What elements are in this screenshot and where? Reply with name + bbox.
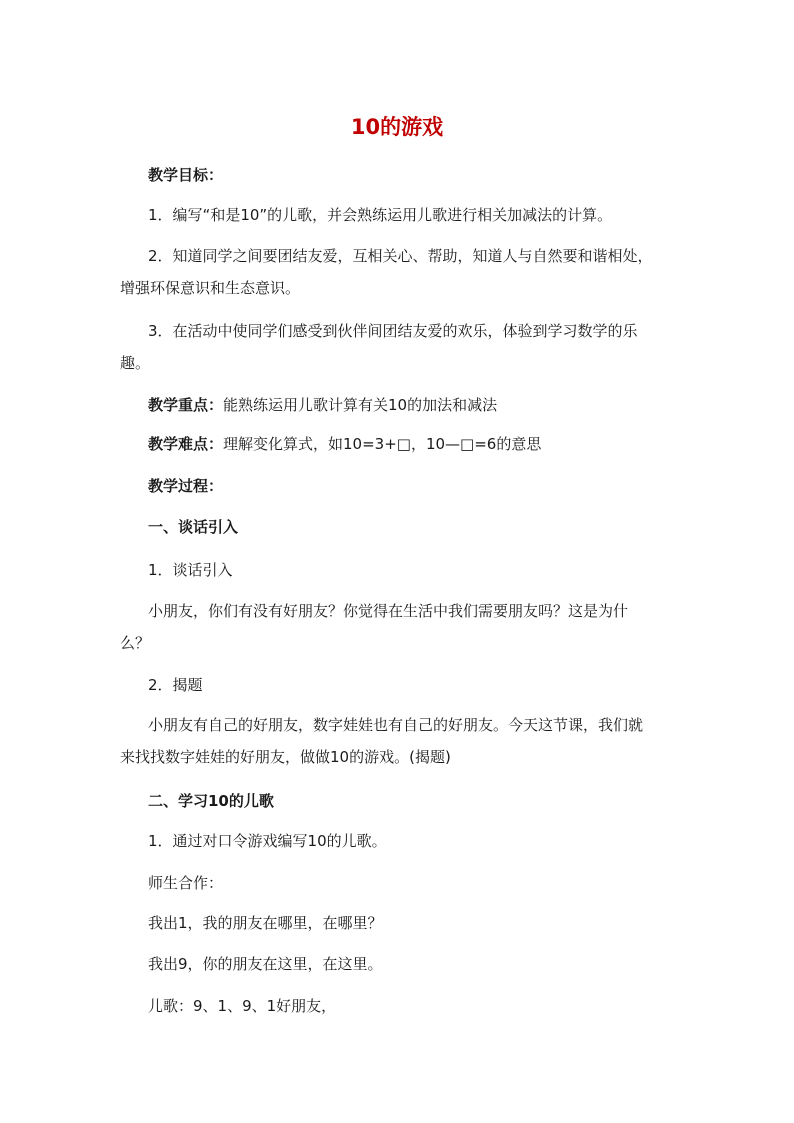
goal-2	[120, 245, 680, 299]
section-1-paragraph-2-line-1: 小朋友有自己的好朋友，数字娃娃也有自己的好朋友。今天这节课，我们就	[148, 716, 644, 734]
section-1-item-2: 2．揭题	[148, 676, 203, 694]
difficulty-label: 教学难点：	[148, 435, 224, 453]
section-2-line-2: 我出9，你的朋友在这里，在这里。	[148, 955, 383, 973]
section-2-item-1: 1．通过对口令游戏编写10的儿歌。	[148, 832, 387, 850]
section-2-heading: 二、学习10的儿歌	[148, 792, 274, 810]
section-1-paragraph-2	[120, 714, 680, 768]
section-1-paragraph-2-line-2: 来找找数字娃娃的好朋友，做做10的游戏。(揭题)	[120, 748, 451, 766]
section-2-line-1: 我出1，我的朋友在哪里，在哪里？	[148, 914, 383, 932]
document-title: 10的游戏	[350, 115, 444, 139]
goal-3-line-2: 趣。	[120, 354, 151, 372]
section-1-paragraph-1-line-2: 么？	[120, 634, 151, 652]
process-heading: 教学过程：	[148, 477, 224, 495]
section-1-item-1: 1．谈话引入	[148, 561, 233, 579]
key-point-text: 能熟练运用儿歌计算有关10的加法和减法	[223, 396, 498, 414]
key-point-label: 教学重点：	[148, 396, 224, 414]
section-1-paragraph-1	[120, 600, 680, 654]
goal-3-line-1: 3．在活动中使同学们感受到伙伴间团结友爱的欢乐，体验到学习数学的乐	[148, 322, 638, 340]
difficulty-text: 理解变化算式，如10=3+□，10—□=6的意思	[223, 435, 542, 453]
key-point	[148, 394, 688, 416]
section-1-paragraph-1-line-1: 小朋友，你们有没有好朋友？你觉得在生活中我们需要朋友吗？这是为什	[148, 602, 629, 620]
goal-1: 1．编写“和是10”的儿歌，并会熟练运用儿歌进行相关加减法的计算。	[148, 206, 613, 224]
section-2-line-3: 儿歌：9、1、9、1好朋友，	[148, 997, 337, 1015]
section-2-cooperation: 师生合作：	[148, 874, 224, 892]
goal-3	[120, 320, 680, 374]
difficulty	[148, 433, 688, 455]
section-1-heading: 一、谈话引入	[148, 518, 239, 536]
goal-2-line-2: 增强环保意识和生态意识。	[120, 279, 301, 297]
goal-2-line-1: 2．知道同学之间要团结友爱，互相关心、帮助，知道人与自然要和谐相处，	[148, 247, 653, 265]
goals-heading: 教学目标：	[148, 166, 224, 184]
